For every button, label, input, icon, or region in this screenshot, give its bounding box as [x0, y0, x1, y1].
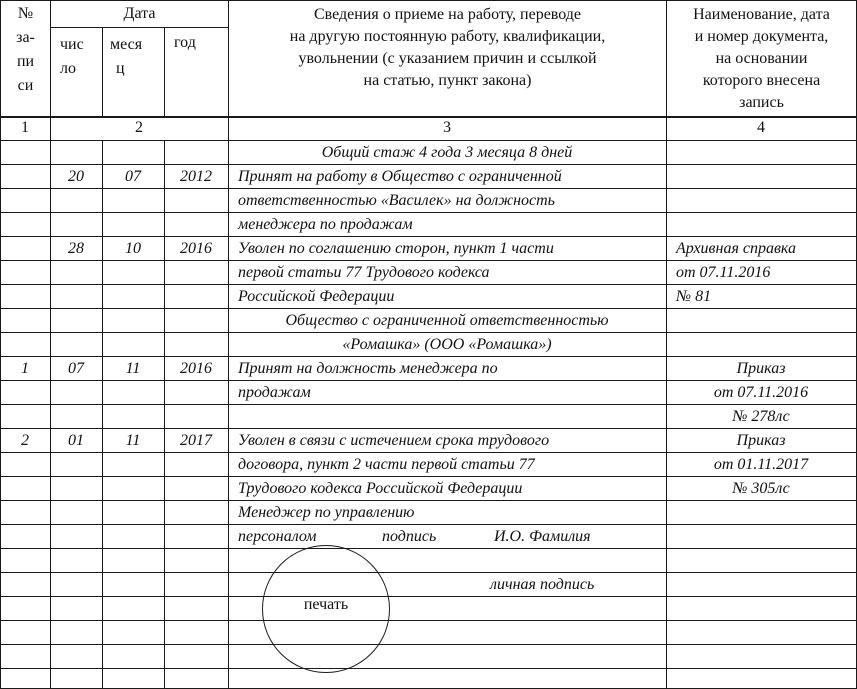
entry2-year: 2016: [180, 240, 212, 257]
entry4-text: договора, пункт 2 части первой статьи 77: [238, 456, 535, 473]
entry3-doc: от 07.11.2016: [713, 384, 809, 401]
header-line: меся: [110, 36, 143, 53]
header-date: Дата: [123, 5, 156, 22]
entry3-doc: № 278лс: [732, 408, 790, 425]
header-year: год: [174, 34, 196, 51]
entry2-doc: № 81: [676, 288, 712, 305]
entry3-doc: Приказ: [736, 360, 786, 377]
row-rule: [0, 188, 857, 189]
header-record-number: [1, 2, 50, 98]
row-rule: [0, 284, 857, 285]
entry4-year: 2017: [180, 432, 212, 449]
entry2-text: Российской Федерации: [238, 288, 395, 305]
entry4-doc: № 305лс: [732, 480, 790, 497]
row-rule: [0, 644, 857, 645]
header-line: которого внесена: [702, 72, 821, 89]
row-rule: [0, 572, 857, 573]
row-rule: [0, 332, 857, 333]
entry3-month: 11: [125, 360, 141, 377]
col-number-2: 2: [135, 119, 143, 136]
entry2-day: 28: [68, 240, 84, 257]
frame-top: [0, 0, 857, 1]
header-line: Наименование, дата: [693, 6, 830, 23]
row-rule: [0, 260, 857, 261]
entry1-text: менеджера по продажам: [238, 216, 413, 233]
row-rule: [0, 428, 857, 429]
header-line: на основании: [715, 50, 808, 67]
row-rule: [0, 356, 857, 357]
entry4-month: 11: [125, 432, 141, 449]
col-number-4: 4: [757, 119, 765, 136]
row-rule: [0, 596, 857, 597]
header-line: увольнении (с указанием причин и ссылкой: [298, 50, 597, 67]
entry4-day: 01: [68, 432, 84, 449]
row-rule: [0, 212, 857, 213]
entry4-doc: от 01.11.2017: [713, 456, 809, 473]
col-number-1: 1: [21, 119, 29, 136]
row-rule: [0, 140, 857, 141]
row-rule: [0, 164, 857, 165]
row-rule: [0, 452, 857, 453]
entry4-doc: Приказ: [736, 432, 786, 449]
header-line: за-: [16, 29, 35, 46]
entry1-month: 07: [125, 168, 141, 185]
signer-position: Менеджер по управлению: [238, 504, 415, 521]
row-rule: [0, 380, 857, 381]
header-line: на другую постоянную работу, квалификации,: [289, 28, 606, 45]
header-line: пи: [16, 53, 35, 70]
entry4-text: Уволен в связи с истечением срока трудового: [238, 432, 550, 449]
entry2-doc: от 07.11.2016: [676, 264, 771, 281]
row-rule: [0, 524, 857, 525]
entry1-text: Принят на работу в Общество с ограниченной: [238, 168, 562, 185]
header-document: [667, 4, 856, 114]
signer-position: персоналом: [238, 528, 317, 545]
header-info: [229, 4, 666, 92]
entry1-year: 2012: [180, 168, 212, 185]
entry3-text: продажам: [238, 384, 311, 401]
col-sep-day: [102, 27, 103, 116]
col-sep-month-lower: [164, 140, 165, 689]
signature-label: подпись: [382, 528, 437, 545]
header-line: №: [17, 5, 34, 22]
entry1-text: ответственностью «Василек» на должность: [238, 192, 555, 209]
date-subheader-rule: [50, 27, 228, 28]
row-rule: [0, 236, 857, 237]
header-line: ц: [116, 60, 125, 77]
header-line: запись: [739, 94, 784, 111]
header-line: си: [17, 77, 34, 94]
header-day: [60, 33, 84, 81]
stamp-label: печать: [303, 596, 349, 613]
personal-signature: личная подпись: [490, 576, 595, 593]
frame-left: [0, 0, 1, 689]
col-sep-month: [164, 27, 165, 116]
entry4-text: Трудового кодекса Российской Федерации: [238, 480, 523, 497]
header-line: на статью, пункт закона): [363, 72, 532, 89]
entry2-doc: Архивная справка: [676, 240, 797, 257]
row-rule: [0, 620, 857, 621]
entry2-text: Уволен по соглашению сторон, пункт 1 части: [238, 240, 554, 257]
stamp-circle: [262, 545, 390, 673]
row-rule: [0, 668, 857, 669]
entry3-year: 2016: [180, 360, 212, 377]
header-line: ло: [60, 60, 76, 77]
col-sep-day-lower: [102, 140, 103, 689]
organization-name: Общество с ограниченной ответственностью: [285, 312, 609, 329]
organization-name: «Ромашка» (ООО «Ромашка»): [342, 336, 552, 353]
entry3-day: 07: [68, 360, 84, 377]
header-line: чис: [60, 36, 84, 53]
header-month: [110, 33, 142, 81]
col-sep-1: [50, 0, 51, 689]
row-rule: [0, 476, 857, 477]
row-rule: [0, 548, 857, 549]
header-line: Сведения о приеме на работу, переводе: [313, 6, 582, 23]
row-rule: [0, 404, 857, 405]
row-rule: [0, 500, 857, 501]
entry2-text: первой статьи 77 Трудового кодекса: [238, 264, 490, 281]
col-number-3: 3: [443, 119, 451, 136]
header-line: и номер документа,: [694, 28, 829, 45]
entry3-number: 1: [21, 360, 29, 377]
total-experience: Общий стаж 4 года 3 месяца 8 дней: [321, 144, 573, 161]
entry1-day: 20: [68, 168, 84, 185]
entry4-number: 2: [21, 432, 29, 449]
row-rule: [0, 308, 857, 309]
entry3-text: Принят на должность менеджера по: [238, 360, 498, 377]
signer-name: И.О. Фамилия: [494, 528, 591, 545]
entry2-month: 10: [125, 240, 141, 257]
